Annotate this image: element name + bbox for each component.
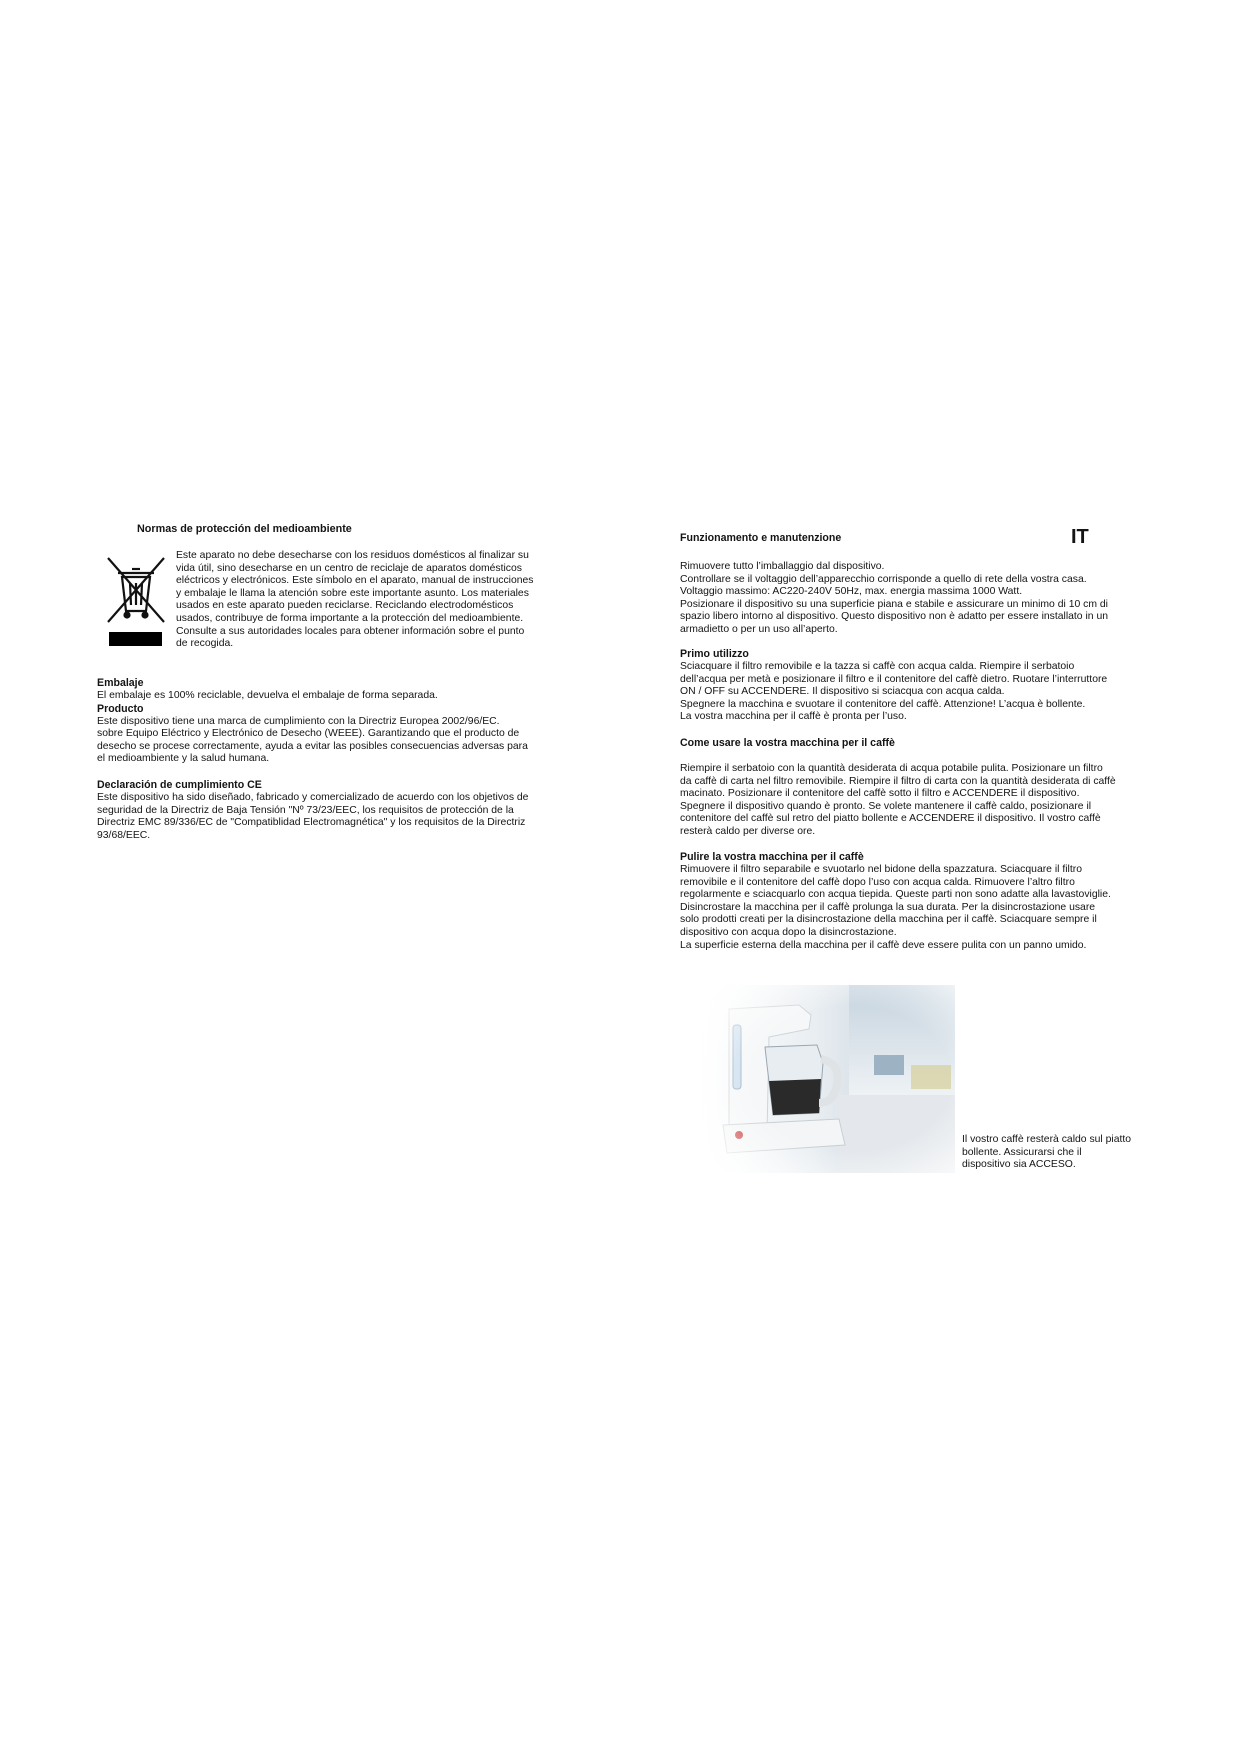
text-line: contenitore del caffè sul retro del piatto bollente e ACCENDERE il dispositivo. Il vostro caffè xyxy=(680,813,1101,825)
text-line: Este dispositivo tiene una marca de cumplimiento con la Directriz Europea 2002/96/EC. xyxy=(97,715,500,727)
text-line: Sciacquare il filtro removibile e la tazza si caffè con acqua calda. Riempire il serbatoio xyxy=(680,661,1075,672)
text-line: dispositivo con acqua dopo la disincrostazione. xyxy=(680,926,897,938)
text-line: Consulte a sus autoridades locales para obtener información sobre el punto xyxy=(176,625,525,637)
cleaning-heading: Pulire la vostra macchina per il caffè xyxy=(680,851,864,863)
text-line: El embalaje es 100% reciclable, devuelva el embalaje de forma separada. xyxy=(97,690,438,701)
text-line: el medioambiente y la salud humana. xyxy=(97,753,270,765)
text-line: vida útil, sino desecharse en un centro de reciclaje de aparatos domésticos xyxy=(176,562,522,574)
text-line: La superficie esterna della macchina per il caffè deve essere pulita con un panno umido. xyxy=(680,939,1087,951)
text-line: dell’acqua per metà e posizionare il filtro e il contenitore del caffè dietro. Ruotare l’interruttore xyxy=(680,673,1108,685)
weee-separator-bar xyxy=(109,632,162,646)
text-line: Posizionare il dispositivo su una superficie piana e stabile e assicurare un minimo di 10 cm di xyxy=(680,598,1108,610)
env-title: Normas de protección del medioambiente xyxy=(137,523,352,535)
text-line: dispositivo sia ACCESO. xyxy=(962,1159,1076,1171)
packaging-heading: Embalaje xyxy=(97,677,144,689)
text-line: sobre Equipo Eléctrico y Electrónico de Desecho (WEEE). Garantizando que el producto de xyxy=(97,728,520,740)
text-line: Riempire il serbatoio con la quantità desiderata di acqua potabile pulita. Posizionare un filtro xyxy=(680,763,1103,774)
text-line: armadietto o per un uso all’aperto. xyxy=(680,623,838,635)
how-to-use-body xyxy=(680,763,1116,839)
text-line: Il vostro caffè resterà caldo sul piatto xyxy=(962,1134,1132,1145)
text-line: seguridad de la Directriz de Baja Tensión "Nº 73/23/EEC, los requisitos de protección de la xyxy=(97,804,514,816)
text-line: Spegnere il dispositivo quando è pronto. Se volete mantenere il caffè caldo, posizionare il xyxy=(680,800,1092,812)
text-line: eléctricos y electrónicos. Este símbolo en el aparato, manual de instrucciones xyxy=(176,575,534,587)
first-use-heading: Primo utilizzo xyxy=(680,648,749,660)
text-line: Rimuovere tutto l’imballaggio dal dispositivo. xyxy=(680,561,885,572)
first-use-section xyxy=(680,648,1107,724)
text-line: La vostra macchina per il caffè è pronta per l’uso. xyxy=(680,711,907,723)
text-line: ON / OFF su ACCENDERE. Il dispositivo si sciacqua con acqua calda. xyxy=(680,686,1005,698)
text-line: 93/68/EEC. xyxy=(97,829,151,841)
text-line: solo prodotti creati per la disincrostazione della macchina per il caffè. Sciacquare sempre il xyxy=(680,914,1097,926)
text-line: Voltaggio massimo: AC220-240V 50Hz, max. energia massima 1000 Watt. xyxy=(680,586,1023,598)
text-line: Spegnere la macchina e svuotare il contenitore del caffè. Attenzione! L’acqua è bollente. xyxy=(680,698,1086,710)
weee-bin-icon xyxy=(104,555,168,625)
coffee-maker-photo xyxy=(699,985,955,1173)
packaging-product-section xyxy=(97,677,528,766)
text-line: spazio libero intorno al dispositivo. Questo dispositivo non è adatto per essere installato in un xyxy=(680,611,1108,623)
text-line: Este dispositivo ha sido diseñado, fabricado y comercializado de acuerdo con los objetivos de xyxy=(97,792,529,803)
text-line: da caffè di carta nel filtro removibile. Riempire il filtro di carta con la quantità desiderata di caffè xyxy=(680,775,1116,787)
operation-title: Funzionamento e manutenzione xyxy=(680,532,842,544)
ce-section xyxy=(97,779,528,842)
text-line: Rimuovere il filtro separabile e svuotarlo nel bidone della spazzatura. Sciacquare il filtro xyxy=(680,864,1082,875)
text-line: Este aparato no debe desecharse con los residuos domésticos al finalizar su xyxy=(176,550,529,561)
how-to-use-title: Come usare la vostra macchina per il caffè xyxy=(680,737,895,749)
text-line: resterà caldo per diverse ore. xyxy=(680,825,816,837)
operation-body xyxy=(680,561,1108,637)
text-line: regolarmente e sciacquarlo con acqua tiepida. Queste parti non sono adatte alla lavastoviglie. xyxy=(680,889,1111,901)
text-line: removibile e il contenitore del caffè dopo l’uso con acqua calda. Rimuovere l’altro filtro xyxy=(680,876,1075,888)
text-line: Disincrostare la macchina per il caffè prolunga la sua durata. Per la disincrostazione usare xyxy=(680,901,1096,913)
text-line: desecho se procese correctamente, ayuda a evitar las posibles consecuencias adversas para xyxy=(97,740,528,752)
photo-caption xyxy=(962,1134,1131,1172)
text-line: y embalaje le llama la atención sobre este importante asunto. Los materiales xyxy=(176,587,529,599)
text-line: bollente. Assicurarsi che il xyxy=(962,1146,1082,1158)
cleaning-section xyxy=(680,851,1111,952)
text-line: de recogida. xyxy=(176,638,234,650)
text-line: macinato. Posizionare il contenitore del caffè sotto il filtro e ACCENDERE il dispositivo. xyxy=(680,788,1080,800)
product-heading: Producto xyxy=(97,702,144,715)
text-line: Controllare se il voltaggio dell’apparecchio corrisponde a quello di rete della vostra casa. xyxy=(680,573,1087,585)
ce-heading: Declaración de cumplimiento CE xyxy=(97,779,262,791)
env-body xyxy=(176,550,534,651)
language-tag: IT xyxy=(1071,526,1089,548)
text-line: usados en este aparato pueden reciclarse. Reciclando electrodomésticos xyxy=(176,600,514,612)
text-line: Directriz EMC 89/336/EC de "Compatiblidad Electromagnética" y los requisitos de la Directriz xyxy=(97,817,526,829)
text-line: usados, contribuye de forma importante a la protección del medioambiente. xyxy=(176,612,524,624)
